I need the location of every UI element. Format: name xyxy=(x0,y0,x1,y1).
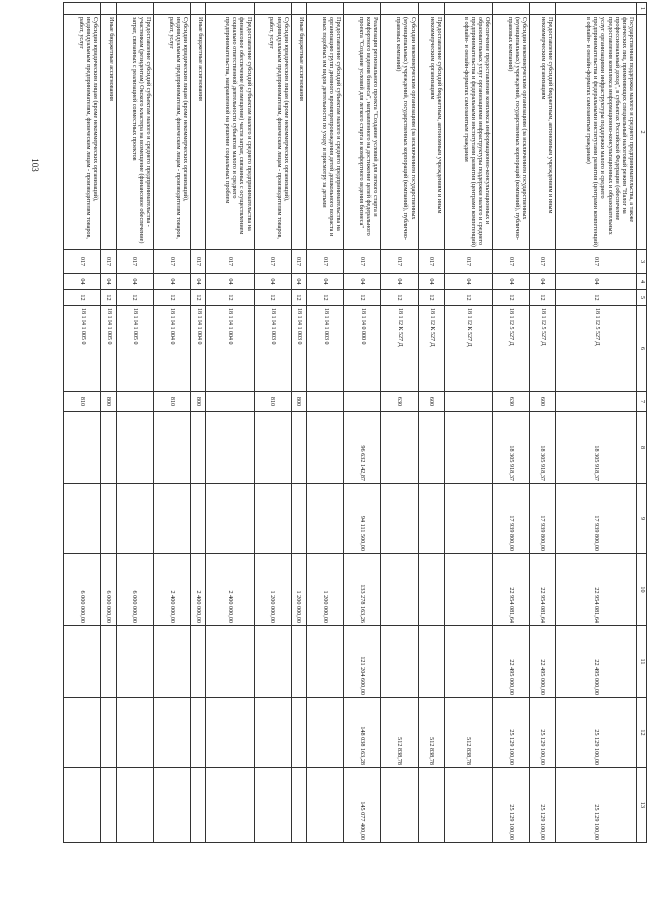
amount-cell xyxy=(191,698,206,768)
row-index-cell xyxy=(307,3,344,15)
row-name-cell: Реализация регионального проекта "Создание условий для легкого старта и комфортного ведения бизнеса", направленного на достижение целей федерального проекта "Создание условий для легкого старта и комфортного ведения бизнеса" xyxy=(344,15,381,250)
ministry-code-cell: 017 xyxy=(530,250,556,274)
table-row xyxy=(116,3,153,843)
subsection-cell: 12 xyxy=(344,290,381,306)
row-index-cell xyxy=(116,3,153,15)
row-name-cell: Субсидии юридическим лицам (кроме некоммерческих организаций), индивидуальным предпринимателям, физическим лицам - производителям товаров, работ, услуг xyxy=(64,15,101,250)
amount-cell: 1 200 000,00 xyxy=(307,554,344,626)
subsection-cell: 12 xyxy=(530,290,556,306)
target-article-cell: 18 1 I4 1 005 0 xyxy=(116,306,153,392)
amount-cell: 512 838,78 xyxy=(418,698,444,768)
amount-cell: 22 495 000,00 xyxy=(556,626,637,698)
expense-type-cell xyxy=(307,392,344,412)
amount-cell xyxy=(291,768,306,843)
amount-cell xyxy=(418,412,444,484)
amount-cell: 2 400 000,00 xyxy=(191,554,206,626)
section-cell: 04 xyxy=(191,274,206,290)
amount-cell xyxy=(444,412,492,484)
amount-cell: 25 129 100,00 xyxy=(492,698,529,768)
amount-cell xyxy=(206,626,254,698)
ministry-code-cell: 017 xyxy=(101,250,116,274)
table-row xyxy=(492,3,529,843)
expense-type-cell: 810 xyxy=(254,392,291,412)
row-name-cell: Предоставление субсидий субъектам малого и среднего предпринимательства - участникам (резидентам) Окского кластера на возмещение (финансовое обеспечение) затрат, связанных с реализацией совместных проектов xyxy=(116,15,153,250)
row-index-cell xyxy=(444,3,492,15)
row-name-cell: Субсидии юридическим лицам (кроме некоммерческих организаций), индивидуальным предпринимателям, физическим лицам - производителям товаров, работ, услуг xyxy=(254,15,291,250)
amount-cell xyxy=(444,484,492,554)
amount-cell xyxy=(254,412,291,484)
target-article-cell: 18 1 I4 1 003 0 xyxy=(291,306,306,392)
amount-cell xyxy=(116,412,153,484)
ministry-code-cell: 017 xyxy=(191,250,206,274)
amount-cell xyxy=(307,626,344,698)
column-number-13: 13 xyxy=(637,768,647,843)
rotated-document xyxy=(63,2,647,840)
target-article-cell: 18 1 I4 1 005 0 xyxy=(64,306,101,392)
expense-type-cell xyxy=(116,392,153,412)
amount-cell xyxy=(307,484,344,554)
target-article-cell: 18 1 I4 1 004 0 xyxy=(206,306,254,392)
row-name-cell: Предоставление субсидий субъектам малого и среднего предпринимательства на организацию групп дневного времяпрепровождения детей дошкольного возраста и иных подобных им видов деятельности по уходу и присмотру за детьми xyxy=(307,15,344,250)
table-row xyxy=(307,3,344,843)
amount-cell xyxy=(206,768,254,843)
amount-cell: 512 838,78 xyxy=(444,698,492,768)
row-name-cell: Субсидии юридическим лицам (кроме некоммерческих организаций), индивидуальным предпринимателям, физическим лицам - производителям товаров, работ, услуг xyxy=(153,15,190,250)
expense-type-cell xyxy=(556,392,637,412)
table-row xyxy=(418,3,444,843)
subsection-cell: 12 xyxy=(418,290,444,306)
ministry-code-cell: 017 xyxy=(492,250,529,274)
row-index-cell xyxy=(291,3,306,15)
amount-cell: 25 129 100,00 xyxy=(556,698,637,768)
section-cell: 04 xyxy=(344,274,381,290)
amount-cell xyxy=(381,412,418,484)
amount-cell xyxy=(191,768,206,843)
row-name-cell: Государственная поддержка малого и среднего предпринимательства, а также физических лиц, применяющих специальный налоговый режим "Налог на профессиональный доход", в субъектах Российской Федерации (обеспечение предоставления комплекса информационно-консультационных и образовательных услуг организациями инфраструктуры поддержки малого и среднего предпринимательства и федеральными институтами развития (центрами компетенций) в офлайн- и онлайн-форматах самозанятым гражданам) xyxy=(556,15,637,250)
column-number-3: 3 xyxy=(637,250,647,274)
target-article-cell: 18 1 I4 1 004 0 xyxy=(153,306,190,392)
column-number-2: 2 xyxy=(637,15,647,250)
row-index-cell xyxy=(556,3,637,15)
row-index-cell xyxy=(206,3,254,15)
amount-cell: 17 939 800,00 xyxy=(530,484,556,554)
amount-cell: 22 954 081,64 xyxy=(492,554,529,626)
ministry-code-cell: 017 xyxy=(381,250,418,274)
amount-cell xyxy=(291,484,306,554)
amount-cell xyxy=(418,626,444,698)
row-index-cell xyxy=(254,3,291,15)
amount-cell xyxy=(254,626,291,698)
row-name-cell: Предоставление субсидий субъектам малого и среднего предпринимательства на финансовое обеспечение (возмещение) части затрат, связанных с осуществлением социально ответственной деятельности субъектов малого и среднего предпринимательства, направленной на решение социальных проблем xyxy=(206,15,254,250)
amount-cell xyxy=(101,484,116,554)
amount-cell xyxy=(116,768,153,843)
amount-cell xyxy=(153,626,190,698)
target-article-cell: 18 1 I4 1 005 0 xyxy=(101,306,116,392)
amount-cell: 22 954 081,64 xyxy=(556,554,637,626)
table-row xyxy=(153,3,190,843)
amount-cell: 18 305 918,37 xyxy=(530,412,556,484)
column-number-10: 10 xyxy=(637,554,647,626)
amount-cell xyxy=(291,698,306,768)
ministry-code-cell: 017 xyxy=(64,250,101,274)
section-cell: 04 xyxy=(556,274,637,290)
target-article-cell: 18 1 I4 1 003 0 xyxy=(254,306,291,392)
table-row xyxy=(64,3,101,843)
amount-cell: 6 000 000,00 xyxy=(116,554,153,626)
amount-cell xyxy=(64,698,101,768)
amount-cell xyxy=(153,484,190,554)
expense-type-cell xyxy=(206,392,254,412)
table-row xyxy=(381,3,418,843)
amount-cell: 1 200 000,00 xyxy=(254,554,291,626)
amount-cell xyxy=(418,554,444,626)
target-article-cell: 18 1 I2 К 527 Д xyxy=(381,306,418,392)
amount-cell xyxy=(254,484,291,554)
ministry-code-cell: 017 xyxy=(116,250,153,274)
amount-cell xyxy=(191,412,206,484)
column-number-9: 9 xyxy=(637,484,647,554)
column-number-6: 6 xyxy=(637,306,647,392)
table-row xyxy=(344,3,381,843)
target-article-cell: 18 1 I2 5 527 Д xyxy=(530,306,556,392)
amount-cell xyxy=(307,412,344,484)
amount-cell xyxy=(153,768,190,843)
row-name-cell: Предоставление субсидий бюджетным, автономным учреждениям и иным некоммерческим организациям xyxy=(418,15,444,250)
subsection-cell: 12 xyxy=(153,290,190,306)
ministry-code-cell: 017 xyxy=(307,250,344,274)
amount-cell xyxy=(101,412,116,484)
amount-cell xyxy=(291,626,306,698)
column-number-7: 7 xyxy=(637,392,647,412)
row-name-cell: Субсидии некоммерческим организациям (за исключением государственных (муниципальных) учреждений, государственных корпораций (компаний), публично-правовых компаний) xyxy=(492,15,529,250)
row-name-cell: Обеспечение предоставления комплекса информационно-консультационных и образовательных услуг организациями инфраструктуры поддержки малого и среднего предпринимательства и федеральными институтами развития (центрами компетенций) в офлайн- и онлайн-форматах самозанятым гражданам xyxy=(444,15,492,250)
expense-type-cell: 800 xyxy=(101,392,116,412)
amount-cell xyxy=(418,768,444,843)
row-index-cell xyxy=(344,3,381,15)
amount-cell xyxy=(191,484,206,554)
section-cell: 04 xyxy=(307,274,344,290)
ministry-code-cell: 017 xyxy=(291,250,306,274)
amount-cell xyxy=(101,626,116,698)
subsection-cell: 12 xyxy=(444,290,492,306)
table-row xyxy=(444,3,492,843)
table-row xyxy=(254,3,291,843)
amount-cell xyxy=(206,412,254,484)
target-article-cell: 18 1 I2 К 527 Д xyxy=(444,306,492,392)
amount-cell xyxy=(381,484,418,554)
row-name-cell: Иные бюджетные ассигнования xyxy=(191,15,206,250)
amount-cell xyxy=(64,484,101,554)
amount-cell: 25 129 100,00 xyxy=(556,768,637,843)
amount-cell xyxy=(153,412,190,484)
table-row xyxy=(206,3,254,843)
amount-cell xyxy=(444,626,492,698)
column-number-1: 1 xyxy=(637,3,647,15)
amount-cell: 2 400 000,00 xyxy=(206,554,254,626)
table-row xyxy=(291,3,306,843)
ministry-code-cell: 017 xyxy=(254,250,291,274)
amount-cell: 145 077 400,00 xyxy=(344,768,381,843)
section-cell: 04 xyxy=(492,274,529,290)
amount-cell xyxy=(153,698,190,768)
row-index-cell xyxy=(381,3,418,15)
table-row xyxy=(101,3,116,843)
target-article-cell: 18 1 I2 К 527 Д xyxy=(418,306,444,392)
amount-cell: 22 495 000,00 xyxy=(492,626,529,698)
subsection-cell: 12 xyxy=(116,290,153,306)
amount-cell xyxy=(101,768,116,843)
column-number-row xyxy=(637,3,647,843)
subsection-cell: 12 xyxy=(492,290,529,306)
amount-cell xyxy=(206,698,254,768)
column-number-5: 5 xyxy=(637,290,647,306)
section-cell: 04 xyxy=(101,274,116,290)
expense-type-cell: 800 xyxy=(191,392,206,412)
amount-cell xyxy=(291,412,306,484)
expense-type-cell: 630 xyxy=(492,392,529,412)
amount-cell xyxy=(64,626,101,698)
amount-cell xyxy=(444,554,492,626)
amount-cell: 22 495 000,00 xyxy=(530,626,556,698)
amount-cell: 18 305 918,37 xyxy=(556,412,637,484)
subsection-cell: 12 xyxy=(307,290,344,306)
amount-cell: 22 954 081,64 xyxy=(530,554,556,626)
expense-type-cell xyxy=(344,392,381,412)
amount-cell: 2 400 000,00 xyxy=(153,554,190,626)
subsection-cell: 12 xyxy=(206,290,254,306)
section-cell: 04 xyxy=(64,274,101,290)
section-cell: 04 xyxy=(291,274,306,290)
target-article-cell: 18 1 I2 5 527 Д xyxy=(492,306,529,392)
column-number-12: 12 xyxy=(637,698,647,768)
subsection-cell: 12 xyxy=(381,290,418,306)
amount-cell xyxy=(444,768,492,843)
amount-cell: 18 305 918,37 xyxy=(492,412,529,484)
amount-cell xyxy=(381,768,418,843)
amount-cell xyxy=(206,484,254,554)
amount-cell xyxy=(64,768,101,843)
ministry-code-cell: 017 xyxy=(344,250,381,274)
amount-cell: 121 204 600,00 xyxy=(344,626,381,698)
page-number: 103 xyxy=(30,158,40,172)
section-cell: 04 xyxy=(153,274,190,290)
amount-cell: 17 939 800,00 xyxy=(556,484,637,554)
amount-cell: 25 129 100,00 xyxy=(530,698,556,768)
row-name-cell: Иные бюджетные ассигнования xyxy=(101,15,116,250)
row-name-cell: Предоставление субсидий бюджетным, автономным учреждениям и иным некоммерческим организациям xyxy=(530,15,556,250)
table-body xyxy=(64,3,637,843)
amount-cell: 6 000 000,00 xyxy=(101,554,116,626)
amount-cell xyxy=(254,768,291,843)
amount-cell: 133 278 163,26 xyxy=(344,554,381,626)
amount-cell xyxy=(381,554,418,626)
ministry-code-cell: 017 xyxy=(556,250,637,274)
section-cell: 04 xyxy=(116,274,153,290)
section-cell: 04 xyxy=(206,274,254,290)
budget-table xyxy=(63,2,647,843)
subsection-cell: 12 xyxy=(191,290,206,306)
subsection-cell: 12 xyxy=(254,290,291,306)
row-index-cell xyxy=(418,3,444,15)
column-number-11: 11 xyxy=(637,626,647,698)
row-index-cell xyxy=(191,3,206,15)
ministry-code-cell: 017 xyxy=(206,250,254,274)
amount-cell xyxy=(116,626,153,698)
amount-cell xyxy=(116,484,153,554)
expense-type-cell: 810 xyxy=(64,392,101,412)
expense-type-cell: 810 xyxy=(153,392,190,412)
amount-cell xyxy=(381,626,418,698)
row-index-cell xyxy=(101,3,116,15)
ministry-code-cell: 017 xyxy=(153,250,190,274)
amount-cell xyxy=(116,698,153,768)
expense-type-cell: 600 xyxy=(530,392,556,412)
row-name-cell: Иные бюджетные ассигнования xyxy=(291,15,306,250)
amount-cell xyxy=(307,768,344,843)
row-index-cell xyxy=(530,3,556,15)
row-index-cell xyxy=(492,3,529,15)
row-name-cell: Субсидии некоммерческим организациям (за исключением государственных (муниципальных) учреждений, государственных корпораций (компаний), публично-правовых компаний) xyxy=(381,15,418,250)
amount-cell xyxy=(418,484,444,554)
amount-cell: 25 129 100,00 xyxy=(530,768,556,843)
amount-cell: 512 838,78 xyxy=(381,698,418,768)
table-row xyxy=(556,3,637,843)
subsection-cell: 12 xyxy=(64,290,101,306)
row-index-cell xyxy=(153,3,190,15)
expense-type-cell: 800 xyxy=(291,392,306,412)
subsection-cell: 12 xyxy=(291,290,306,306)
target-article-cell: 18 1 I4 0 000 0 xyxy=(344,306,381,392)
target-article-cell: 18 1 I4 1 004 0 xyxy=(191,306,206,392)
amount-cell xyxy=(191,626,206,698)
amount-cell: 17 939 800,00 xyxy=(492,484,529,554)
amount-cell xyxy=(307,698,344,768)
table-row xyxy=(191,3,206,843)
section-cell: 04 xyxy=(254,274,291,290)
expense-type-cell: 600 xyxy=(418,392,444,412)
amount-cell: 6 000 000,00 xyxy=(64,554,101,626)
subsection-cell: 12 xyxy=(101,290,116,306)
target-article-cell: 18 1 I4 1 003 0 xyxy=(307,306,344,392)
amount-cell xyxy=(101,698,116,768)
row-index-cell xyxy=(64,3,101,15)
expense-type-cell xyxy=(444,392,492,412)
column-number-4: 4 xyxy=(637,274,647,290)
amount-cell: 148 038 163,28 xyxy=(344,698,381,768)
subsection-cell: 12 xyxy=(556,290,637,306)
section-cell: 04 xyxy=(530,274,556,290)
ministry-code-cell: 017 xyxy=(444,250,492,274)
amount-cell: 1 200 000,00 xyxy=(291,554,306,626)
amount-cell: 96 632 142,87 xyxy=(344,412,381,484)
section-cell: 04 xyxy=(381,274,418,290)
amount-cell: 25 129 100,00 xyxy=(492,768,529,843)
section-cell: 04 xyxy=(444,274,492,290)
expense-type-cell: 630 xyxy=(381,392,418,412)
section-cell: 04 xyxy=(418,274,444,290)
amount-cell xyxy=(254,698,291,768)
column-number-8: 8 xyxy=(637,412,647,484)
ministry-code-cell: 017 xyxy=(418,250,444,274)
target-article-cell: 18 1 I2 5 527 Д xyxy=(556,306,637,392)
amount-cell xyxy=(64,412,101,484)
table-row xyxy=(530,3,556,843)
amount-cell: 94 111 500,00 xyxy=(344,484,381,554)
